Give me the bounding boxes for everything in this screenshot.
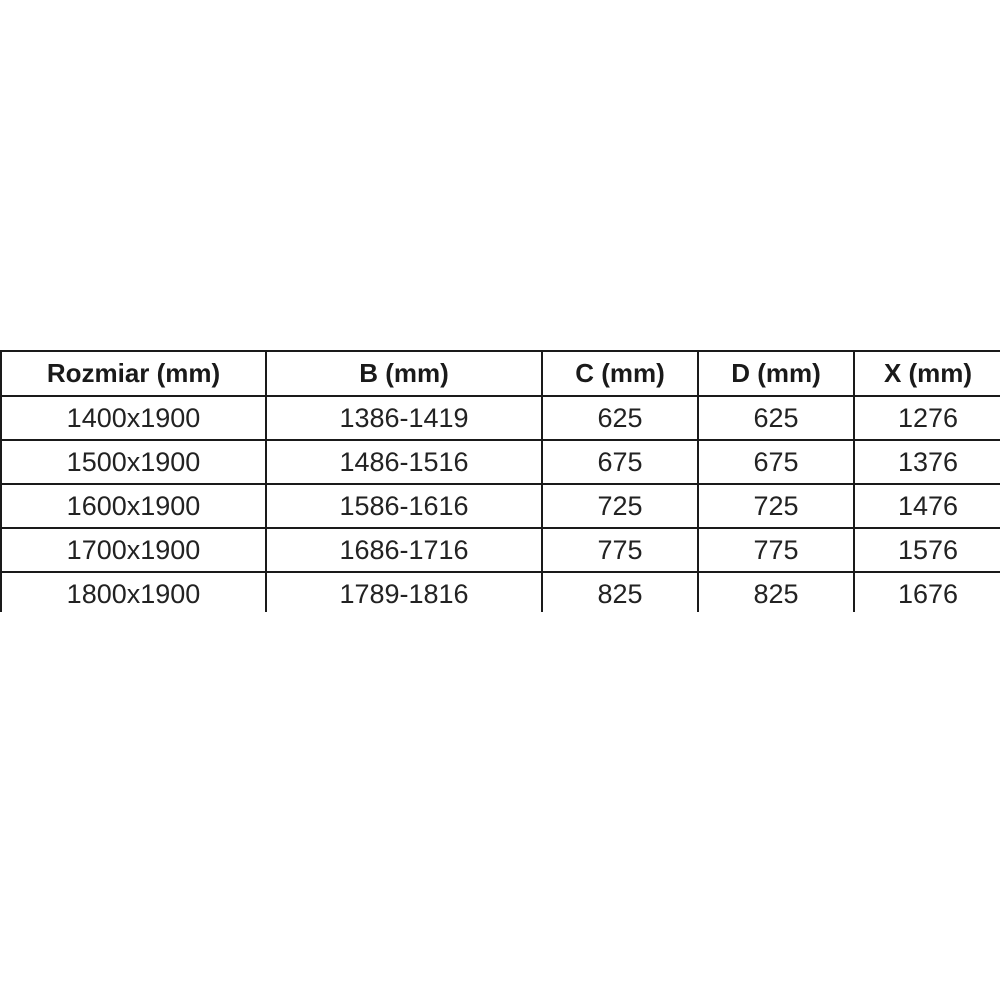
table-row (1, 528, 1000, 572)
cell-x: 1376 (854, 440, 1000, 484)
cell-rozmiar: 1800x1900 (1, 572, 266, 612)
cell-rozmiar: 1600x1900 (1, 484, 266, 528)
dimensions-table (0, 350, 1000, 612)
cell-rozmiar: 1400x1900 (1, 396, 266, 440)
table-row (1, 572, 1000, 612)
cell-d: 675 (698, 440, 854, 484)
cell-b: 1586-1616 (266, 484, 542, 528)
cell-x: 1676 (854, 572, 1000, 612)
table-row (1, 396, 1000, 440)
dimensions-table-container (0, 350, 1000, 612)
header-x: X (mm) (854, 351, 1000, 396)
cell-rozmiar: 1700x1900 (1, 528, 266, 572)
cell-c: 675 (542, 440, 698, 484)
cell-d: 725 (698, 484, 854, 528)
cell-c: 775 (542, 528, 698, 572)
cell-x: 1576 (854, 528, 1000, 572)
cell-d: 775 (698, 528, 854, 572)
cell-x: 1276 (854, 396, 1000, 440)
cell-d: 625 (698, 396, 854, 440)
header-rozmiar: Rozmiar (mm) (1, 351, 266, 396)
table-row (1, 440, 1000, 484)
cell-d: 825 (698, 572, 854, 612)
table-row (1, 484, 1000, 528)
cell-c: 825 (542, 572, 698, 612)
cell-c: 625 (542, 396, 698, 440)
cell-b: 1686-1716 (266, 528, 542, 572)
cell-b: 1386-1419 (266, 396, 542, 440)
cell-rozmiar: 1500x1900 (1, 440, 266, 484)
cell-b: 1789-1816 (266, 572, 542, 612)
cell-b: 1486-1516 (266, 440, 542, 484)
header-d: D (mm) (698, 351, 854, 396)
table-header-row (1, 351, 1000, 396)
header-c: C (mm) (542, 351, 698, 396)
cell-x: 1476 (854, 484, 1000, 528)
cell-c: 725 (542, 484, 698, 528)
header-b: B (mm) (266, 351, 542, 396)
